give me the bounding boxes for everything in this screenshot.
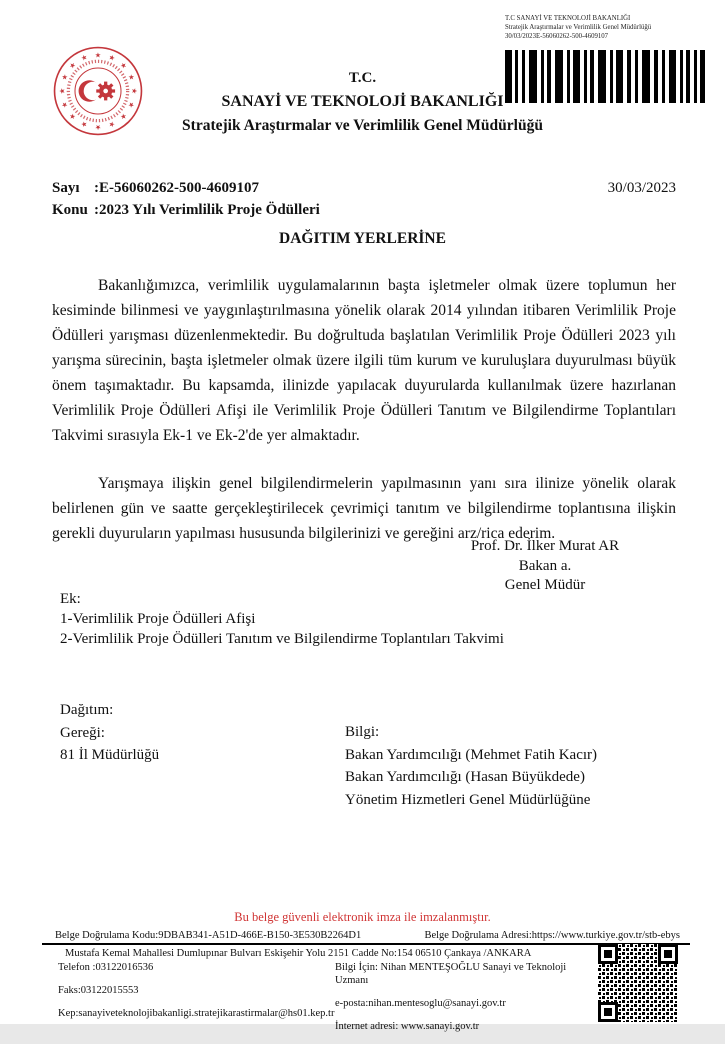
attachments-block <box>60 589 504 649</box>
signer-name: Prof. Dr. İlker Murat AR <box>470 538 620 554</box>
konu-label: Konu <box>52 202 88 218</box>
document-date: 30/03/2023 <box>607 180 676 196</box>
svg-text:★: ★ <box>79 119 89 130</box>
bilgi-label: Bilgi: <box>345 724 380 740</box>
letter-body <box>52 273 676 569</box>
attachment-item: 2-Verimlilik Proje Ödülleri Tanıtım ve Bilgilendirme Toplantıları Takvimi <box>60 631 504 647</box>
sayi-label: Sayı <box>52 180 80 196</box>
konu-value: :2023 Yılı Verimlilik Proje Ödülleri <box>94 202 320 218</box>
signer-title-1: Bakan a. <box>518 557 572 574</box>
letterhead-tc: T.C. <box>348 70 377 86</box>
qr-code-icon <box>598 944 678 1022</box>
svg-text:★: ★ <box>126 100 137 110</box>
letterhead <box>0 66 725 138</box>
verification-row <box>55 929 680 942</box>
kep-line: Kep:sanayiveteknolojibakanligi.stratejikarastirmalar@hs01.kep.tr <box>58 1008 335 1019</box>
website-line: İnternet adresi: www.sanayi.gov.tr <box>335 1020 480 1032</box>
verification-code: Belge Doğrulama Kodu:9DBAB341-A51D-466E-B150-3E530B2264D1 <box>55 930 362 941</box>
bilgi-item: Bakan Yardımcılığı (Hasan Büyükdede) <box>345 769 585 785</box>
distribution-right-column <box>345 721 597 811</box>
svg-text:★: ★ <box>59 72 70 82</box>
verification-address: Belge Doğrulama Adresi:https://www.turkiye.gov.tr/stb-ebys <box>424 930 680 941</box>
distribution-label: Dağıtım: <box>60 702 114 718</box>
geregi-label: Gereği: <box>60 724 105 741</box>
recipient-line: DAĞITIM YERLERİNE <box>279 230 446 247</box>
svg-text:★: ★ <box>107 52 117 63</box>
contact-right-column <box>335 962 593 1044</box>
distribution-left-column <box>60 699 159 767</box>
svg-text:★: ★ <box>59 100 70 110</box>
svg-text:★: ★ <box>94 50 102 60</box>
contact-left-column <box>58 962 350 1031</box>
corner-doc-number: 30/03/2023E-56060262-500-4609107 <box>505 33 609 40</box>
email-line: e-posta:nihan.mentesoglu@sanayi.gov.tr <box>335 997 506 1009</box>
document-meta <box>52 177 676 221</box>
svg-text:★: ★ <box>94 122 102 132</box>
signature-block <box>395 537 695 596</box>
bilgi-item: Yönetim Hizmetleri Genel Müdürlüğüne <box>345 791 591 808</box>
bilgi-item: Bakan Yardımcılığı (Mehmet Fatih Kacır) <box>345 746 598 763</box>
sayi-value: :E-56060262-500-4609107 <box>94 180 259 196</box>
geregi-item: 81 İl Müdürlüğü <box>60 747 160 763</box>
attachment-item: 1-Verimlilik Proje Ödülleri Afişi <box>60 611 256 627</box>
fax-line: Faks:03122015553 <box>58 985 139 996</box>
letterhead-department: Stratejik Araştırmalar ve Verimlilik Genel Müdürlüğü <box>182 117 543 134</box>
paragraph-2: Yarışmaya ilişkin genel bilgilendirmelerin yapılmasının yanı sıra ilinize yönelik olarak belirlenen gün ve saatte gerçekleştirilecek çevrimiçi tanıtım ve bilgilendirme toplantısına ilişkin gerekli duyuruların yapılması hususunda bilgilerinizi ve gereğini arz/rica ederim. <box>52 475 676 542</box>
paragraph-1: Bakanlığımızca, verimlilik uygulamalarının başta işletmeler olmak üzere toplumun her kesiminde bilinmesi ve yaygınlaştırılmasına yönelik olarak 2014 yılından itibaren Verimlilik Proje Ödülleri yarışması düzenlenmektedir. Bu doğrultuda başlatılan Verimlilik Proje Ödülleri 2023 yılı yarışma sürecinin, başta işletmeler olmak üzere ilgili tüm kurum ve kuruluşlara duyurulması büyük önem taşımaktadır. Bu kapsamda, ilinizde yapılacak duyurularda kullanılmak üzere hazırlanan Verimlilik Proje Ödülleri Afişi ile Verimlilik Proje Ödülleri Tanıtım ve Bilgilendirme Toplantıları Takvimi sırasıyla Ek-1 ve Ek-2'de yer almaktadır. <box>52 277 676 444</box>
info-contact-line: Bilgi İçin: Nihan MENTEŞOĞLU Sanayi ve Teknoloji Uzmanı <box>335 962 567 986</box>
corner-reference-block <box>505 14 710 41</box>
svg-text:★: ★ <box>79 52 89 63</box>
svg-text:★: ★ <box>66 111 78 123</box>
svg-text:★: ★ <box>129 87 139 95</box>
svg-text:★: ★ <box>118 59 130 71</box>
attachments-label: Ek: <box>60 591 81 607</box>
svg-text:★: ★ <box>66 59 78 71</box>
phone-line: Telefon :03122016536 <box>58 962 154 973</box>
footer-divider <box>42 943 690 945</box>
qr-code <box>598 944 678 1027</box>
svg-text:★: ★ <box>126 72 137 82</box>
esignature-note: Bu belge güvenli elektronik imza ile imzalanmıştır. <box>234 910 491 924</box>
signer-title-2: Genel Müdür <box>504 577 586 593</box>
svg-text:★: ★ <box>118 111 130 123</box>
postal-address: Mustafa Kemal Mahallesi Dumlupınar Bulvarı Eskişehir Yolu 2151 Cadde No:154 06510 Çankaya /ANKARA <box>65 948 532 959</box>
svg-text:★: ★ <box>57 87 67 95</box>
letterhead-ministry: SANAYİ VE TEKNOLOJİ BAKANLIĞI <box>221 93 504 110</box>
corner-ministry: T.C SANAYİ VE TEKNOLOJİ BAKANLIĞI <box>505 15 631 22</box>
svg-text:★: ★ <box>107 119 117 130</box>
corner-department: Stratejik Araştırmalar ve Verimlilik Genel Müdürlüğü <box>505 24 652 31</box>
